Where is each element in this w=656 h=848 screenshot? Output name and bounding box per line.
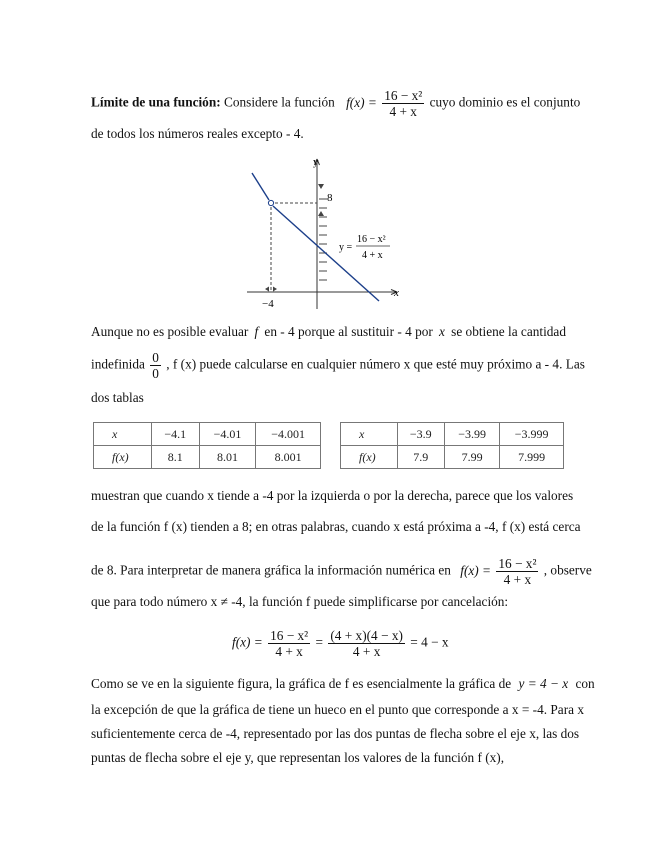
equation-rhs: = 4 − x: [410, 634, 449, 650]
equation-denominator-2: 4 + x: [352, 644, 381, 659]
y-ticks: [319, 199, 327, 280]
para2-text-a3: en - 4 porque al sustituir - 4 por: [264, 324, 433, 339]
table-header-fx: f(x): [341, 446, 398, 469]
para3-text-c1: de 8. Para interpretar de manera gráfica la información numérica en: [91, 562, 451, 578]
table-header-x: x: [94, 423, 152, 446]
table-cell: 7.999: [500, 446, 564, 469]
graph-line-left: [252, 173, 269, 200]
para2-line-1: [91, 324, 566, 340]
table-header-fx: f(x): [94, 446, 152, 469]
hole-marker: [268, 200, 273, 205]
simplification-equation: [232, 628, 449, 659]
function-denominator-repeat: 4 + x: [503, 572, 532, 587]
equation-lhs: f(x) =: [232, 634, 263, 650]
table-cell: −3.9: [397, 423, 444, 446]
table-cell: −4.001: [256, 423, 321, 446]
table-row: [341, 423, 564, 446]
x-axis-label: x: [394, 287, 399, 299]
table-left: [93, 422, 321, 469]
curve-label-lhs: y =: [339, 242, 353, 253]
para4-text-a1: Como se ve en la siguiente figura, la gráfica de f es esencialmente la gráfica de: [91, 676, 512, 691]
table-row: [94, 423, 321, 446]
para3-text-d: que para todo número x ≠ -4, la función f puede simplificarse por cancelación:: [91, 594, 509, 609]
intro-text-1: Considere la función: [224, 94, 335, 110]
para2-text-a4: x: [439, 324, 445, 339]
table-cell: −4.01: [199, 423, 255, 446]
intro-text-2: cuyo dominio es el conjunto: [429, 94, 581, 110]
y-axis-label: y: [313, 156, 319, 168]
function-numerator: 16 − x²: [384, 88, 423, 103]
table-cell: 8.001: [256, 446, 321, 469]
table-row: [94, 446, 321, 469]
equation-numerator-2: (4 + x)(4 − x): [330, 628, 403, 643]
para3-text-a: muestran que cuando x tiende a -4 por la izquierda o por la derecha, parece que los valores: [91, 488, 574, 503]
para2-text-a1: Aunque no es posible evaluar: [91, 324, 249, 339]
para4-text-b: la excepción de que la gráfica de tiene un hueco en el punto que corresponde a x = -4. Para x: [91, 702, 584, 717]
table-cell: −3.999: [500, 423, 564, 446]
para3-line-c: [91, 556, 592, 587]
para4-line-a: [91, 676, 595, 692]
curve-label-denominator: 4 + x: [362, 250, 383, 261]
equation-numerator-1: 16 − x²: [270, 628, 309, 643]
function-fraction-repeat: [496, 556, 538, 587]
para3-text-b: de la función f (x) tienden a 8; en otras palabras, cuando x está próxima a -4, f (x) está cerca: [91, 519, 581, 534]
function-graph: [247, 151, 407, 311]
function-lhs-repeat: f(x) =: [460, 562, 492, 578]
intro-line-1: [91, 88, 580, 119]
zero-denominator: 0: [152, 366, 159, 381]
table-cell: −3.99: [444, 423, 499, 446]
para4-text-a3: con: [575, 676, 595, 691]
equation-fraction-2: [328, 628, 405, 659]
x-tick-label: −4: [262, 298, 274, 310]
function-numerator-repeat: 16 − x²: [498, 556, 537, 571]
para4-text-c: suficientemente cerca de -4, representado por las dos puntas de flecha sobre el eje x, las dos: [91, 726, 580, 741]
zero-numerator: 0: [152, 350, 159, 365]
section-title: Límite de una función:: [91, 94, 221, 110]
equation-fraction-1: [268, 628, 310, 659]
table-cell: 8.1: [151, 446, 199, 469]
table-cell: 7.99: [444, 446, 499, 469]
equation-equals: =: [315, 634, 323, 650]
para2-text-b1: indefinida: [91, 356, 145, 372]
para4-text-d: puntas de flecha sobre el eje y, que representan los valores de la función f (x),: [91, 750, 505, 765]
table-row: [341, 446, 564, 469]
curve-label-numerator: 16 − x²: [357, 234, 386, 245]
zero-fraction: [150, 350, 161, 381]
equation-denominator-1: 4 + x: [275, 644, 303, 659]
para3-text-c2: , observe: [543, 562, 592, 578]
table-right: [340, 422, 564, 469]
function-fraction: [382, 88, 424, 119]
table-cell: 8.01: [199, 446, 255, 469]
function-lhs: f(x) =: [346, 94, 377, 110]
para4-text-a2: y = 4 − x: [518, 676, 569, 691]
table-cell: −4.1: [151, 423, 199, 446]
y-tick-label: 8: [327, 192, 333, 204]
para2-text-b2: , f (x) puede calcularse en cualquier número x que esté muy próximo a - 4. Las: [166, 356, 585, 372]
table-cell: 7.9: [397, 446, 444, 469]
table-header-x: x: [341, 423, 398, 446]
para2-text-c: dos tablas: [91, 390, 144, 405]
para2-text-a5: se obtiene la cantidad: [451, 324, 566, 339]
function-denominator: 4 + x: [389, 104, 417, 119]
intro-text-3: de todos los números reales excepto - 4.: [91, 126, 304, 141]
para2-line-2: [91, 350, 585, 381]
para2-text-a2: f: [254, 324, 259, 339]
y-arrowheads-icon: [318, 184, 324, 216]
